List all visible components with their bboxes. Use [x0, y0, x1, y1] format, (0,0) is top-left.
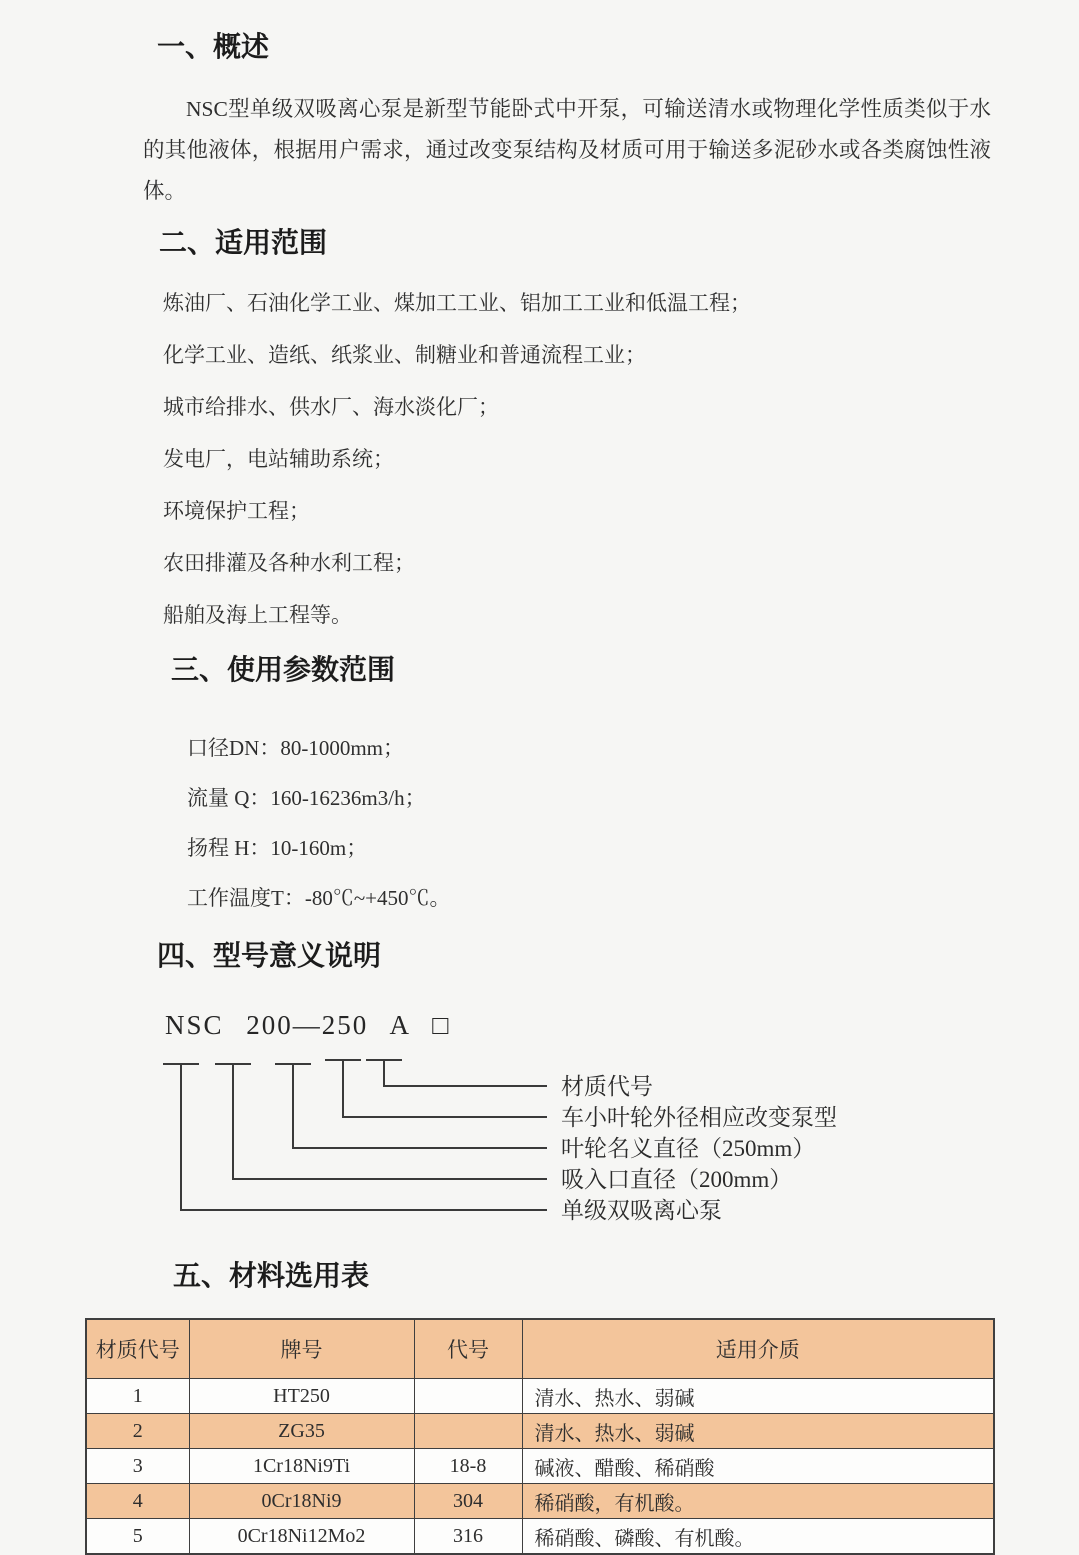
cell-material-code: 4 — [86, 1484, 189, 1519]
table-row — [86, 1379, 994, 1414]
cell-medium: 稀硝酸，有机酸。 — [522, 1484, 994, 1519]
application-item: 发电厂，电站辅助系统； — [163, 447, 394, 471]
cell-material-code: 1 — [86, 1379, 189, 1414]
cell-code — [414, 1414, 522, 1449]
section-1-heading: 一、概述 — [157, 31, 270, 62]
application-item: 化学工业、造纸、纸浆业、制糖业和普通流程工业； — [163, 343, 646, 367]
application-item: 环境保护工程； — [163, 499, 310, 523]
model-code-diagram-svg — [159, 992, 999, 1230]
param-flow: 流量 Q：160-16236m3/h； — [187, 786, 426, 810]
application-item: 船舶及海上工程等。 — [163, 603, 352, 627]
connector-line-pump-type — [343, 1060, 547, 1117]
table-row — [86, 1484, 994, 1519]
diagram-label-pump-type: 车小叶轮外径相应改变泵型 — [561, 1105, 837, 1130]
overview-paragraph: NSC型单级双吸离心泵是新型节能卧式中开泵，可输送清水或物理化学性质类似于水的其他液体，根据用户需求，通过改变泵结构及材质可用于输送多泥砂水或各类腐蚀性液体。 — [143, 97, 991, 203]
section-5-heading: 五、材料选用表 — [173, 1260, 370, 1291]
cell-code: 316 — [414, 1519, 522, 1555]
cell-code — [414, 1379, 522, 1414]
cell-material-code: 5 — [86, 1519, 189, 1555]
cell-material-code: 3 — [86, 1449, 189, 1484]
section-2-heading: 二、适用范围 — [159, 227, 328, 258]
cell-code: 18-8 — [414, 1449, 522, 1484]
cell-medium: 清水、热水、弱碱 — [522, 1379, 994, 1414]
material-selection-table — [85, 1318, 995, 1555]
param-temperature: 工作温度T：-80℃~+450℃。 — [187, 886, 451, 910]
connector-line-suction-diameter — [233, 1064, 547, 1179]
column-header-code: 代号 — [414, 1319, 522, 1379]
column-header-medium: 适用介质 — [522, 1319, 994, 1379]
cell-grade: HT250 — [189, 1379, 414, 1414]
application-item: 城市给排水、供水厂、海水淡化厂； — [163, 395, 499, 419]
table-header-row — [86, 1319, 994, 1379]
model-code-diagram — [159, 992, 991, 1235]
model-code: NSC 200—250 A □ — [165, 1010, 451, 1040]
application-item: 炼油厂、石油化学工业、煤加工工业、铝加工工业和低温工程； — [163, 291, 751, 315]
cell-code: 304 — [414, 1484, 522, 1519]
cell-material-code: 2 — [86, 1414, 189, 1449]
diagram-label-material-code: 材质代号 — [561, 1074, 653, 1099]
param-diameter: 口径DN：80-1000mm； — [187, 736, 404, 760]
section-4-heading: 四、型号意义说明 — [157, 940, 382, 971]
diagram-label-impeller-diameter: 叶轮名义直径（250mm） — [561, 1136, 816, 1161]
application-item: 农田排灌及各种水利工程； — [163, 551, 415, 575]
cell-medium: 碱液、醋酸、稀硝酸 — [522, 1449, 994, 1484]
table-row — [86, 1449, 994, 1484]
param-head: 扬程 H：10-160m； — [187, 836, 368, 860]
cell-medium: 清水、热水、弱碱 — [522, 1414, 994, 1449]
column-header-material-code: 材质代号 — [86, 1319, 189, 1379]
column-header-grade: 牌号 — [189, 1319, 414, 1379]
connector-line-impeller-diameter — [293, 1064, 547, 1148]
cell-medium: 稀硝酸、磷酸、有机酸。 — [522, 1519, 994, 1555]
cell-grade: ZG35 — [189, 1414, 414, 1449]
cell-grade: 1Cr18Ni9Ti — [189, 1449, 414, 1484]
cell-grade: 0Cr18Ni9 — [189, 1484, 414, 1519]
table-row — [86, 1414, 994, 1449]
diagram-label-pump-family: 单级双吸离心泵 — [561, 1198, 722, 1223]
section-3-heading: 三、使用参数范围 — [171, 654, 396, 685]
diagram-label-suction-diameter: 吸入口直径（200mm） — [561, 1167, 793, 1192]
connector-line-material-code — [384, 1060, 547, 1086]
table-row — [86, 1519, 994, 1555]
cell-grade: 0Cr18Ni12Mo2 — [189, 1519, 414, 1555]
